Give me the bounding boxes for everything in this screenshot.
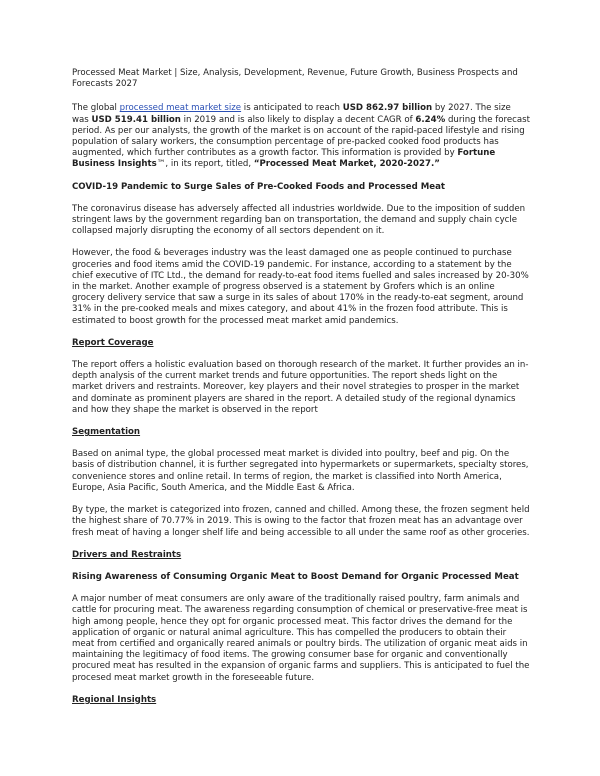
document-page bbox=[72, 68, 530, 717]
covid-paragraph-1: The coronavirus disease has adversely affected all industries worldwide. Due to the imposition of sudden stringent laws by the government regarding ban on transportation, the demand and supply chain cycle collapsed majorly disrupting the economy of all sectors dependent on it. bbox=[72, 203, 526, 237]
intro-text: The global bbox=[72, 103, 120, 114]
intro-bold-value: “Processed Meat Market, 2020-2027.” bbox=[253, 159, 440, 170]
report-coverage-paragraph: The report offers a holistic evaluation based on thorough research of the market. It further provides an in-depth analysis of the current market trends and future opportunities. The report sheds light on the market drivers and restraints. Moreover, key players and their novel strategies to prosper in the market and dominate as prominent players are shared in the report. A detailed study of the regional dynamics and how they shape the market is observed in the report bbox=[72, 360, 529, 415]
market-size-link[interactable]: processed meat market size bbox=[119, 103, 242, 114]
intro-paragraph bbox=[72, 103, 530, 170]
segmentation-heading: Segmentation bbox=[72, 427, 141, 438]
intro-bold-value: 6.24% bbox=[415, 114, 446, 125]
report-coverage-heading: Report Coverage bbox=[72, 337, 154, 348]
segmentation-paragraph-2: By type, the market is categorized into frozen, canned and chilled. Among these, the frozen segment held the highest share of 70.77% in 2019. This is owing to the factor that frozen meat has an advantage over fresh meat of having a longer shelf life and being accessible to all under the same roof as other groceries. bbox=[72, 505, 530, 538]
regional-insights-heading: Regional Insights bbox=[72, 694, 157, 705]
intro-text: in 2019 and is also likely to display a decent CAGR of bbox=[180, 114, 416, 125]
rising-awareness-paragraph: A major number of meat consumers are only aware of the traditionally raised poultry, farm animals and cattle for procuring meat. The awareness regarding consumption of chemical or preservative-free meat is high among people, hence they opt for organic processed meat. This factor drives the demand for the application of organic or natural animal agriculture. This has compelled the producers to obtain their meat from certified and organically reared animals or poultry birds. The utilization of organic meat aids in maintaining the legitimacy of food items. The growing consumer base for organic and conventionally procured meat has resulted in the expansion of organic farms and suppliers. This is anticipated to fuel the procesed meat market growth in the foreseeable future. bbox=[72, 594, 530, 683]
intro-text: is anticipated to reach bbox=[241, 103, 343, 114]
intro-text: ™, in its report, titled, bbox=[156, 159, 254, 170]
drivers-restraints-heading: Drivers and Restraints bbox=[72, 549, 182, 560]
covid-paragraph-2: However, the food & beverages industry was the least damaged one as people continued to purchase groceries and food items amid the COVID-19 pandemic. For instance, according to a statement by the chief executive of ITC Ltd., the demand for ready-to-eat food items fuelled and sales increased by 20-30% in the market. Another example of progress observed is a statement by Grofers which is an online grocery delivery service that saw a surge in its sales of about 170% in the ready-to-eat segment, around 31% in the pre-cooked meals and mixes category, and about 41% in the frozen food attribute. This is estimated to boost growth for the processed meat market amid pandemics. bbox=[72, 248, 529, 326]
rising-awareness-heading: Rising Awareness of Consuming Organic Meat to Boost Demand for Organic Processed Meat bbox=[72, 571, 519, 582]
segmentation-paragraph-1: Based on animal type, the global processed meat market is divided into poultry, beef and pig. On the basis of distribution channel, it is further segregated into hypermarkets or supermarkets, specialty stores, convenience stores and online retail. In terms of region, the market is classified into North America, Europe, Asia Pacific, South America, and the Middle East & Africa. bbox=[72, 449, 529, 493]
intro-text: by 2027. The size was bbox=[72, 103, 511, 125]
intro-bold-value: USD 519.41 billion bbox=[91, 114, 181, 125]
intro-text: during the forecast period. As per our analysts, the growth of the market is on account of the rapid-paced lifestyle and rising population of salary workers, the consumption percentage of pre-packed cooked food products has augmented, which further contributes as a growth factor. This information is provided by bbox=[72, 114, 530, 159]
intro-bold-value: USD 862.97 billion bbox=[342, 103, 433, 114]
covid-heading: COVID-19 Pandemic to Surge Sales of Pre-Cooked Foods and Processed Meat bbox=[72, 181, 446, 192]
intro-bold-value: Fortune Business Insights bbox=[72, 148, 496, 170]
document-title: Processed Meat Market | Size, Analysis, Development, Revenue, Future Growth, Business Prospects and Forecasts 2027 bbox=[72, 68, 518, 90]
